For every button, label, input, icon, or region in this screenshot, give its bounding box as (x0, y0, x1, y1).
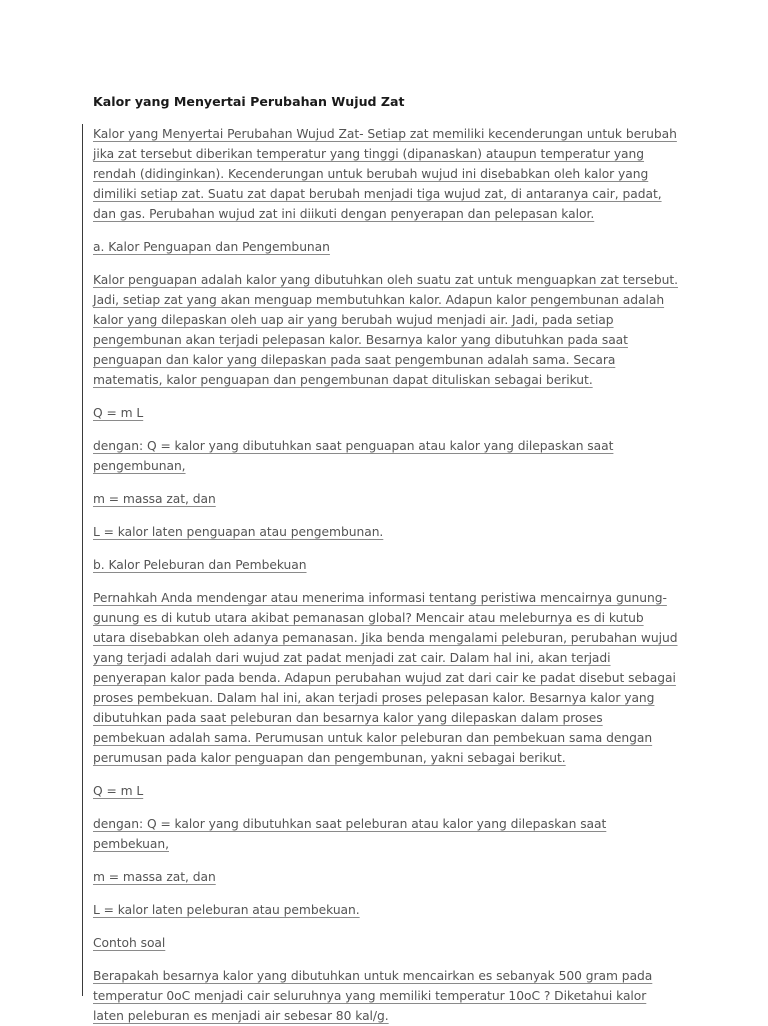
paragraph-penguapan: Kalor penguapan adalah kalor yang dibutuhkan oleh suatu zat untuk menguapkan zat tersebut. Jadi, setiap zat yang akan menguap membutuhkan kalor. Adapun kalor pengembunan adalah kalor yang dilepaskan oleh uap air yang berubah wujud menjadi air. Jadi, pada setiap pengembunan akan terjadi pelepasan kalor. Besarnya kalor yang dibutuhkan pada saat penguapan dan kalor yang dilepaskan pada saat pengembunan adalah sama. Secara matematis, kalor penguapan dan pengembunan dapat dituliskan sebagai berikut. (93, 273, 679, 387)
section-heading-a: a. Kalor Penguapan dan Pengembunan (93, 240, 330, 254)
paragraph-peleburan: Pernahkah Anda mendengar atau menerima informasi tentang peristiwa mencairnya gunung-gunung es di kutub utara akibat pemanasan global? Mencair atau meleburnya es di kutub utara disebabkan oleh adanya pemanasan. Jika benda mengalami peleburan, perubahan wujud yang terjadi adalah dari wujud zat padat menjadi zat cair. Dalam hal ini, akan terjadi penyerapan kalor pada benda. Adapun perubahan wujud zat dari cair ke padat disebut sebagai proses pembekuan. Dalam hal ini, akan terjadi proses pelepasan kalor. Besarnya kalor yang dibutuhkan pada saat peleburan dan besarnya kalor yang dilepaskan dalam proses pembekuan adalah sama. Perumusan untuk kalor peleburan dan pembekuan sama dengan perumusan pada kalor penguapan dan pengembunan, yakni sebagai berikut. (93, 591, 678, 765)
formula-definition-l: L = kalor laten peleburan atau pembekuan. (93, 903, 360, 917)
example-question: Berapakah besarnya kalor yang dibutuhkan untuk mencairkan es sebanyak 500 gram pada temperatur 0oC menjadi cair seluruhnya yang memiliki temperatur 10oC ? Diketahui kalor laten peleburan es menjadi air sebesar 80 kal/g. (93, 969, 653, 1023)
document-body (93, 124, 678, 1026)
formula-line: Q = m L (93, 406, 144, 420)
formula-definition-m: m = massa zat, dan (93, 492, 216, 506)
formula-definition-m: m = massa zat, dan (93, 870, 216, 884)
section-heading-b: b. Kalor Peleburan dan Pembekuan (93, 558, 307, 572)
intro-paragraph: Kalor yang Menyertai Perubahan Wujud Zat- Setiap zat memiliki kecenderungan untuk berubah jika zat tersebut diberikan temperatur yang tinggi (dipanaskan) ataupun temperatur yang rendah (didinginkan). Kecenderungan untuk berubah wujud ini disebabkan oleh kalor yang dimiliki setiap zat. Suatu zat dapat berubah menjadi tiga wujud zat, di antaranya cair, padat, dan gas. Perubahan wujud zat ini diikuti dengan penyerapan dan pelepasan kalor. (93, 127, 677, 221)
formula-definition-q: dengan: Q = kalor yang dibutuhkan saat penguapan atau kalor yang dilepaskan saat pengembunan, (93, 439, 614, 473)
formula-line: Q = m L (93, 784, 144, 798)
margin-bar (82, 124, 83, 996)
formula-definition-l: L = kalor laten penguapan atau pengembunan. (93, 525, 384, 539)
formula-definition-q: dengan: Q = kalor yang dibutuhkan saat peleburan atau kalor yang dilepaskan saat pembekuan, (93, 817, 607, 851)
document-title: Kalor yang Menyertai Perubahan Wujud Zat (93, 94, 405, 109)
example-heading: Contoh soal (93, 936, 166, 950)
